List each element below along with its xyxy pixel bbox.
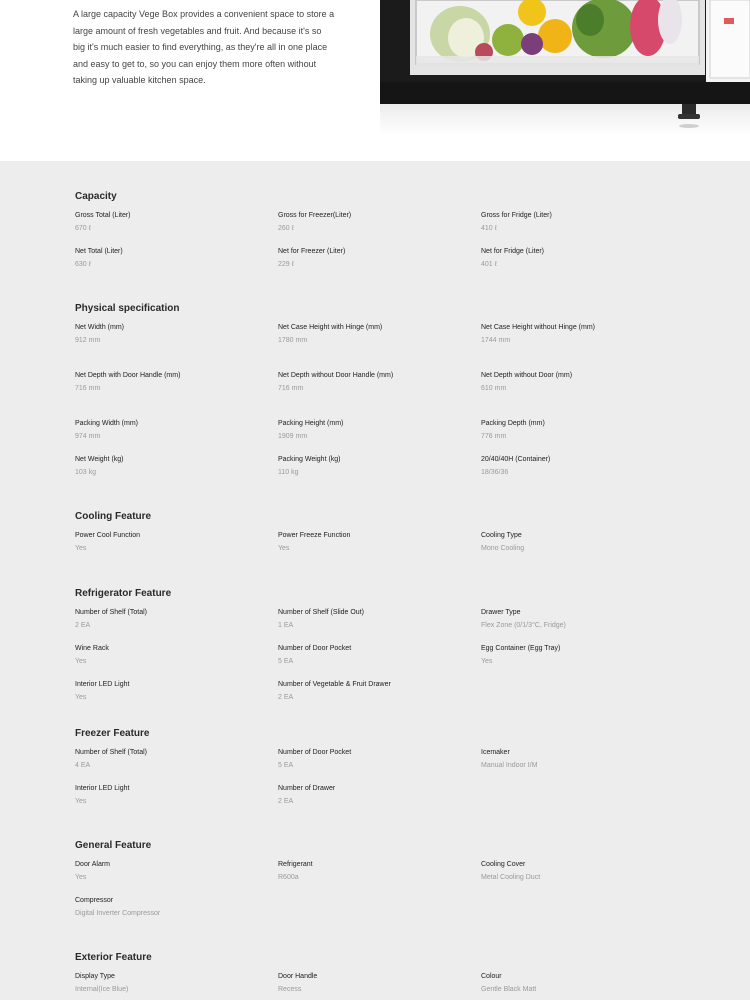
spec-label: Drawer Type <box>481 609 521 616</box>
spec-value: 103 kg <box>75 469 97 476</box>
spec-label: Net Total (Liter) <box>75 248 123 255</box>
section-title: Capacity <box>75 191 117 202</box>
spec-item <box>481 322 646 347</box>
spec-label: Number of Shelf (Total) <box>75 609 147 616</box>
spec-value: 1744 mm <box>481 337 511 344</box>
spec-item <box>481 607 646 632</box>
spec-value: Yes <box>75 658 87 665</box>
spec-label: Cooling Cover <box>481 861 526 868</box>
spec-label: Packing Height (mm) <box>278 420 344 427</box>
spec-value: 2 EA <box>75 622 91 629</box>
spec-label: Number of Door Pocket <box>278 645 352 652</box>
spec-value: Yes <box>75 874 87 881</box>
spec-value: 716 mm <box>278 385 304 392</box>
spec-label: Net for Fridge (Liter) <box>481 248 545 255</box>
spec-label: Display Type <box>75 973 115 980</box>
spec-label: Wine Rack <box>75 645 109 652</box>
spec-item <box>75 747 240 772</box>
spec-value: Yes <box>481 658 493 665</box>
spec-item <box>75 210 240 235</box>
spec-value: 716 mm <box>75 385 101 392</box>
spec-value: 4 EA <box>75 762 91 769</box>
spec-label: 20/40/40H (Container) <box>481 456 551 463</box>
spec-value: 2 EA <box>278 798 294 805</box>
spec-item <box>75 859 240 884</box>
spec-item <box>75 895 240 920</box>
spec-label: Packing Width (mm) <box>75 420 139 427</box>
spec-label: Gross Total (Liter) <box>75 212 131 219</box>
spec-label: Number of Shelf (Slide Out) <box>278 609 364 616</box>
spec-item <box>278 607 443 632</box>
spec-item <box>481 643 646 668</box>
spec-item <box>481 971 646 996</box>
spec-label: Compressor <box>75 897 114 904</box>
spec-value: 401 ℓ <box>481 261 497 268</box>
spec-value: 912 mm <box>75 337 101 344</box>
spec-item <box>278 246 443 271</box>
spec-item <box>278 859 443 884</box>
spec-label: Net Depth with Door Handle (mm) <box>75 372 181 379</box>
spec-item <box>278 747 443 772</box>
spec-value: Gentle Black Matt <box>481 986 537 993</box>
spec-item <box>481 454 646 479</box>
spec-label: Number of Door Pocket <box>278 749 352 756</box>
refrigerator-image <box>380 0 750 135</box>
spec-value: Internal(Ice Blue) <box>75 986 129 993</box>
spec-value: Recess <box>278 986 302 993</box>
spec-value: 1909 mm <box>278 433 308 440</box>
spec-value: 18/36/36 <box>481 469 509 476</box>
spec-item <box>278 783 443 808</box>
spec-label: Net for Freezer (Liter) <box>278 248 346 255</box>
spec-item <box>278 370 443 395</box>
spec-value: 110 kg <box>278 469 299 476</box>
spec-label: Icemaker <box>481 749 510 756</box>
spec-value: 260 ℓ <box>278 225 294 232</box>
specifications-panel <box>0 161 750 1000</box>
spec-label: Net Depth without Door Handle (mm) <box>278 372 394 379</box>
spec-item <box>75 370 240 395</box>
spec-item <box>278 322 443 347</box>
spec-label: Power Freeze Function <box>278 532 351 539</box>
spec-item <box>75 418 240 443</box>
spec-label: Number of Shelf (Total) <box>75 749 147 756</box>
spec-value: 5 EA <box>278 762 294 769</box>
spec-value: 410 ℓ <box>481 225 497 232</box>
spec-label: Refrigerant <box>278 861 313 868</box>
spec-item <box>278 530 443 555</box>
spec-label: Net Width (mm) <box>75 324 124 331</box>
spec-label: Cooling Type <box>481 532 522 539</box>
spec-value: 974 mm <box>75 433 101 440</box>
spec-value: R600a <box>278 874 299 881</box>
spec-item <box>75 679 240 704</box>
section-title: Refrigerator Feature <box>75 588 172 599</box>
spec-label: Packing Weight (kg) <box>278 456 341 463</box>
spec-item <box>278 971 443 996</box>
spec-value: 776 mm <box>481 433 507 440</box>
spec-label: Net Case Height without Hinge (mm) <box>481 324 595 331</box>
section-title: Cooling Feature <box>75 511 152 522</box>
hero-banner <box>0 0 750 161</box>
spec-item <box>75 643 240 668</box>
spec-item <box>75 607 240 632</box>
spec-value: Yes <box>75 694 87 701</box>
spec-item <box>278 418 443 443</box>
spec-label: Interior LED Light <box>75 681 130 688</box>
spec-label: Gross for Freezer(Liter) <box>278 212 352 219</box>
spec-item <box>481 246 646 271</box>
spec-label: Number of Drawer <box>278 785 336 792</box>
spec-value: Mono Cooling <box>481 545 525 552</box>
spec-label: Packing Depth (mm) <box>481 420 545 427</box>
spec-item <box>75 783 240 808</box>
spec-value: Manual Indoor I/M <box>481 762 538 769</box>
section-title: General Feature <box>75 840 152 851</box>
spec-value: Yes <box>278 545 290 552</box>
intro-text: A large capacity Vege Box provides a convenient space to store a large amount of fresh vegetables and fruit. And because it's so big it's much easier to find everything, as they're all in one place and easy to get to, so you can enjoy them more often without taking up valuable kitchen space. <box>73 9 335 85</box>
spec-item <box>481 859 646 884</box>
spec-label: Number of Vegetable & Fruit Drawer <box>278 681 391 688</box>
spec-value: 670 ℓ <box>75 225 91 232</box>
spec-value: Digital Inverter Compressor <box>75 910 161 917</box>
spec-value: 229 ℓ <box>278 261 294 268</box>
section-title: Physical specification <box>75 303 180 314</box>
spec-item <box>75 246 240 271</box>
spec-label: Gross for Fridge (Liter) <box>481 212 552 219</box>
spec-label: Interior LED Light <box>75 785 130 792</box>
spec-value: Yes <box>75 798 87 805</box>
spec-item <box>481 530 646 555</box>
spec-item <box>75 454 240 479</box>
spec-value: 610 mm <box>481 385 507 392</box>
spec-item <box>75 971 240 996</box>
spec-item <box>278 454 443 479</box>
spec-value: 1 EA <box>278 622 294 629</box>
spec-label: Net Depth without Door (mm) <box>481 372 573 379</box>
spec-label: Door Alarm <box>75 861 111 868</box>
spec-item <box>481 210 646 235</box>
spec-item <box>481 747 646 772</box>
spec-label: Door Handle <box>278 973 318 980</box>
spec-label: Colour <box>481 973 502 980</box>
spec-item <box>75 322 240 347</box>
spec-item <box>75 530 240 555</box>
spec-value: 5 EA <box>278 658 294 665</box>
spec-label: Net Weight (kg) <box>75 456 124 463</box>
spec-item <box>481 418 646 443</box>
spec-label: Net Case Height with Hinge (mm) <box>278 324 383 331</box>
spec-value: Flex Zone (0/1/3°C, Fridge) <box>481 622 566 629</box>
spec-value: 1780 mm <box>278 337 308 344</box>
spec-value: Yes <box>75 545 87 552</box>
section-title: Exterior Feature <box>75 952 152 963</box>
spec-item <box>278 210 443 235</box>
spec-item <box>278 679 443 704</box>
spec-item <box>481 370 646 395</box>
spec-value: Metal Cooling Duct <box>481 874 541 881</box>
section-title: Freezer Feature <box>75 728 150 739</box>
spec-label: Power Cool Function <box>75 532 140 539</box>
spec-value: 2 EA <box>278 694 294 701</box>
spec-value: 630 ℓ <box>75 261 91 268</box>
spec-item <box>278 643 443 668</box>
spec-label: Egg Container (Egg Tray) <box>481 645 561 652</box>
